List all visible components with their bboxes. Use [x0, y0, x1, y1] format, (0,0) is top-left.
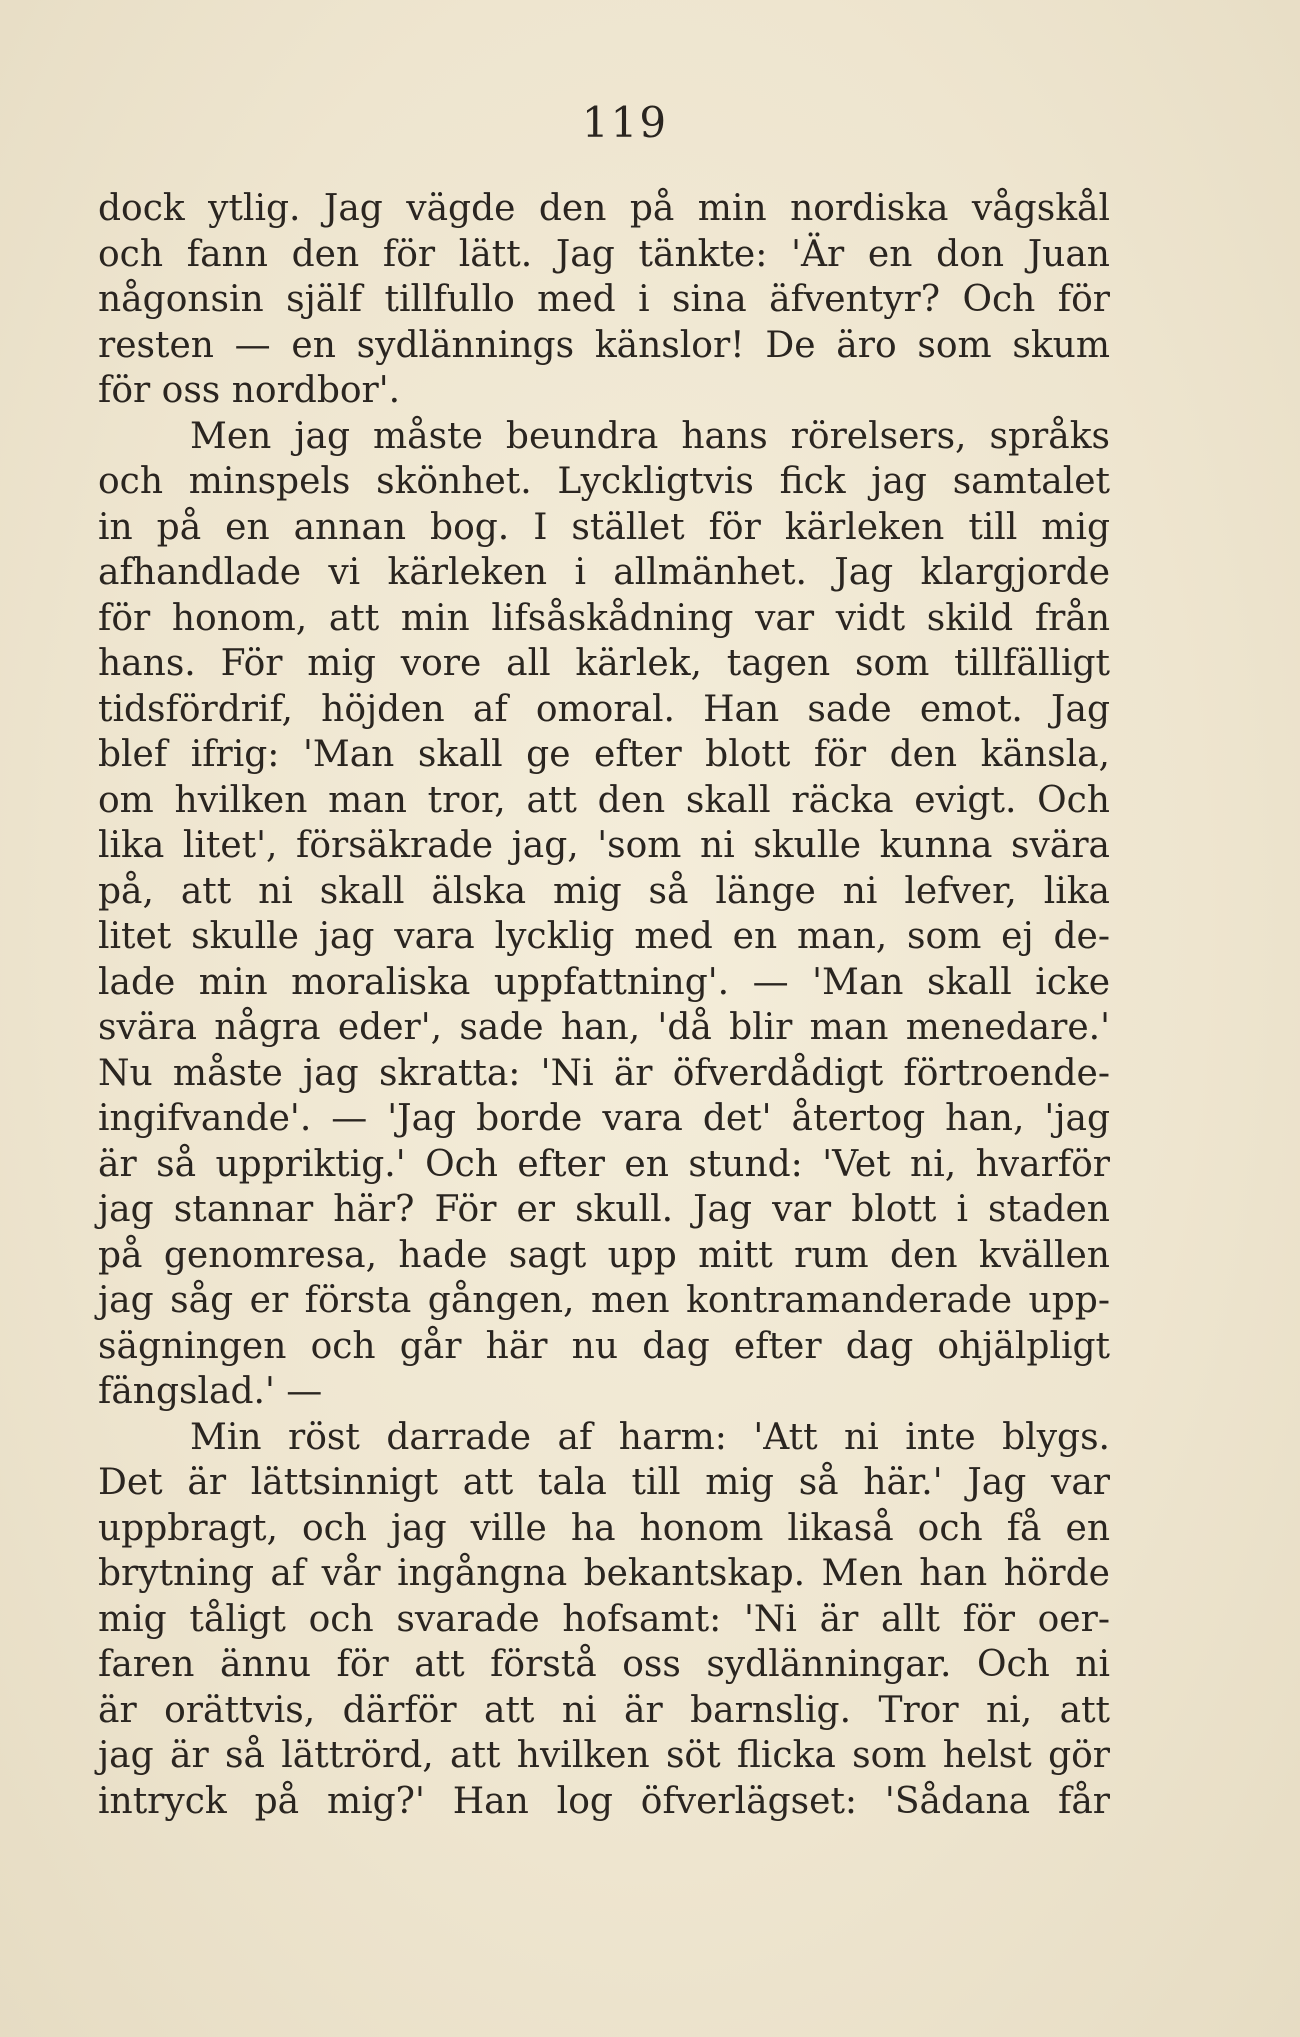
text-line: Men jag måste beundra hans rörelsers, språks — [190, 415, 1110, 457]
text-line: hans. För mig vore all kärlek, tagen som tillfälligt — [98, 643, 1110, 684]
text-line: och minspels skönhet. Lyckligtvis fick jag samtalet — [98, 461, 1110, 502]
body-text — [98, 186, 1110, 1824]
text-line: Det är lättsinnigt att tala till mig så här.' Jag var — [98, 1462, 1110, 1503]
text-line: brytning af vår ingångna bekantskap. Men han hörde — [98, 1553, 1110, 1594]
text-line: dock ytlig. Jag vägde den på min nordiska vågskål — [98, 188, 1110, 229]
text-line: på genomresa, hade sagt upp mitt rum den kvällen — [98, 1234, 1110, 1276]
text-line: fängslad.' — — [98, 1371, 323, 1412]
text-line: för oss nordbor'. — [98, 370, 401, 411]
text-line: faren ännu för att förstå oss sydlänningar. Och ni — [98, 1644, 1110, 1685]
text-line: resten — en sydlännings känslor! De äro som skum — [98, 324, 1110, 366]
text-line: sägningen och går här nu dag efter dag ohjälpligt — [98, 1325, 1110, 1367]
text-line: mig tåligt och svarade hofsamt: 'Ni är allt för oer- — [98, 1598, 1110, 1640]
text-line: lade min moraliska uppfattning'. — 'Man skall icke — [98, 961, 1110, 1003]
text-line: ingifvande'. — 'Jag borde vara det' återtog han, 'jag — [98, 1098, 1110, 1139]
text-line: och fann den för lätt. Jag tänkte: 'Är en don Juan — [98, 233, 1110, 275]
text-line: om hvilken man tror, att den skall räcka evigt. Och — [98, 779, 1110, 821]
text-line: jag är så lättrörd, att hvilken söt flicka som helst gör — [98, 1735, 1110, 1776]
page-number: 119 — [581, 98, 669, 147]
text-line: är orättvis, därför att ni är barnslig. Tror ni, att — [98, 1689, 1110, 1731]
text-line: på, att ni skall älska mig så länge ni lefver, lika — [98, 870, 1110, 912]
text-line: svära några eder', sade han, 'då blir man menedare.' — [98, 1007, 1110, 1048]
text-line: lika litet', försäkrade jag, 'som ni skulle kunna svära — [98, 825, 1110, 866]
text-line: tidsfördrif, höjden af omoral. Han sade emot. Jag — [98, 688, 1110, 730]
text-line: Min röst darrade af harm: 'Att ni inte blygs. — [190, 1416, 1110, 1458]
text-line: afhandlade vi kärleken i allmänhet. Jag klargjorde — [98, 552, 1110, 593]
text-line: intryck på mig?' Han log öfverlägset: 'Sådana får — [98, 1780, 1110, 1822]
text-line: litet skulle jag vara lycklig med en man, som ej de- — [98, 916, 1110, 957]
text-line: för honom, att min lifsåskådning var vidt skild från — [98, 597, 1110, 639]
text-line: uppbragt, och jag ville ha honom likaså och få en — [98, 1507, 1110, 1549]
text-line: Nu måste jag skratta: 'Ni är öfverdådigt förtroende- — [98, 1052, 1110, 1094]
text-line: in på en annan bog. I stället för kärleken till mig — [98, 506, 1110, 548]
text-line: jag såg er första gången, men kontramanderade upp- — [98, 1280, 1110, 1321]
text-line: är så uppriktig.' Och efter en stund: 'Vet ni, hvarför — [98, 1143, 1110, 1185]
text-line: någonsin själf tillfullo med i sina äfventyr? Och för — [98, 279, 1110, 320]
text-line: blef ifrig: 'Man skall ge efter blott för den känsla, — [98, 734, 1110, 775]
text-line: jag stannar här? För er skull. Jag var blott i staden — [98, 1189, 1110, 1230]
